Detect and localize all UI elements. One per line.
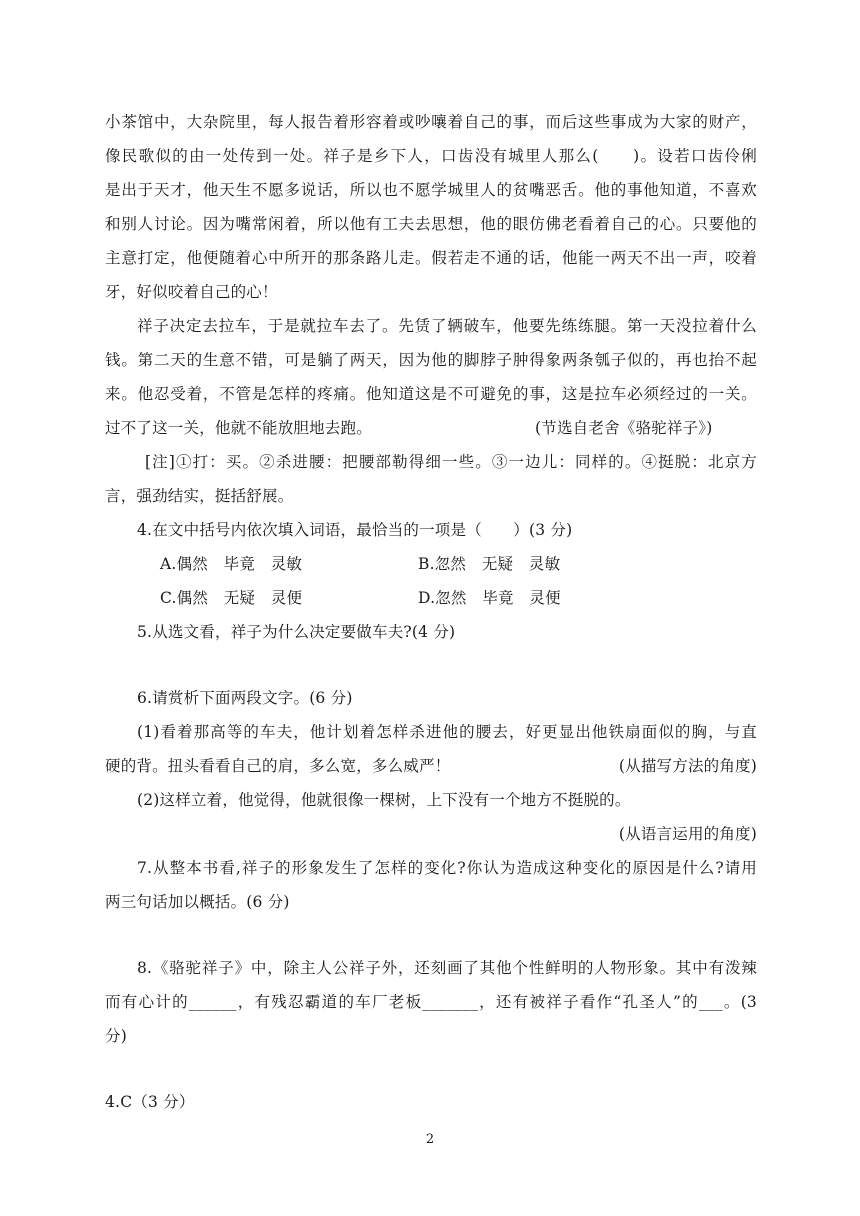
passage-line: 钱。第二天的生意不错，可是躺了两天，因为他的脚脖子肿得象两条瓠子似的，再也抬不起	[105, 351, 757, 369]
option-c: C.偶然 无疑 灵便	[160, 589, 303, 607]
passage-line: 主意打定，他便随着心中所开的那条路儿走。假若走不通的话，他能一两天不出一声，咬着	[105, 249, 757, 267]
question-7: 7.从整本书看,祥子的形象发生了怎样的变化?你认为造成这种变化的原因是什么?请用	[137, 859, 757, 877]
option-d: D.忽然 毕竟 灵便	[418, 589, 561, 607]
page-number: 2	[425, 1132, 435, 1147]
question-6-item-2-hint: (从语言运用的角度)	[618, 825, 757, 843]
question-6-item-2: (2)这样立着，他觉得，他就很像一棵树，上下没有一个地方不挺脱的。	[137, 791, 631, 809]
answer-4: 4.C（3 分）	[105, 1093, 195, 1111]
option-b: B.忽然 无疑 灵敏	[418, 555, 561, 573]
passage-line: 像民歌似的由一处传到一处。祥子是乡下人，口齿没有城里人那么( )。设若口齿伶俐	[105, 147, 757, 165]
question-4-stem: 4.在文中括号内依次填入词语，最恰当的一项是（ ）(3 分)	[137, 521, 573, 539]
question-6-stem: 6.请赏析下面两段文字。(6 分)	[137, 689, 353, 707]
question-6-item-1: 硬的背。扭头看看自己的肩，多么宽，多么威严！	[105, 757, 451, 775]
annotation-note: 言，强劲结实，挺括舒展。	[105, 487, 294, 505]
source-note: (节选自老舍《骆驼祥子》)	[535, 419, 713, 437]
question-6-item-1-hint: (从描写方法的角度)	[618, 757, 757, 775]
passage-line: 小茶馆中，大杂院里，每人报告着形容着或吵嚷着自己的事，而后这些事成为大家的财产，	[105, 113, 757, 131]
passage-line: 是出于天才，他天生不愿多说话，所以也不愿学城里人的贫嘴恶舌。他的事他知道，不喜欢	[105, 181, 757, 199]
passage-line: 来。他忍受着，不管是怎样的疼痛。他知道这是不可避免的事，这是拉车必须经过的一关。	[105, 385, 757, 403]
passage-line: 牙，好似咬着自己的心！	[105, 283, 278, 301]
passage-line: 和别人讨论。因为嘴常闲着，所以他有工夫去思想，他的眼仿佛老看着自己的心。只要他的	[105, 215, 757, 233]
question-8: 而有心计的______，有残忍霸道的车厂老板_______，还有被祥子看作“孔圣人”的___。(3	[105, 993, 757, 1011]
annotation-note: [注]①打：买。②杀进腰：把腰部勒得细一些。③一边儿：同样的。④挺脱：北京方	[145, 453, 757, 471]
question-8: 分)	[105, 1027, 127, 1045]
question-7: 两三句话加以概括。(6 分)	[105, 893, 290, 911]
question-6-item-1: (1)看着那高等的车夫，他计划着怎样杀进他的腰去，好更显出他铁扇面似的胸，与直	[137, 723, 757, 741]
passage-line: 祥子决定去拉车，于是就拉车去了。先赁了辆破车，他要先练练腿。第一天没拉着什么	[137, 317, 757, 335]
question-8: 8.《骆驼祥子》中，除主人公祥子外，还刻画了其他个性鲜明的人物形象。其中有泼辣	[137, 959, 757, 977]
option-a: A.偶然 毕竟 灵敏	[160, 555, 303, 573]
passage-line: 过不了这一关，他就不能放胆地去跑。	[105, 419, 372, 437]
question-5: 5.从选文看，祥子为什么决定要做车夫?(4 分)	[137, 623, 456, 641]
